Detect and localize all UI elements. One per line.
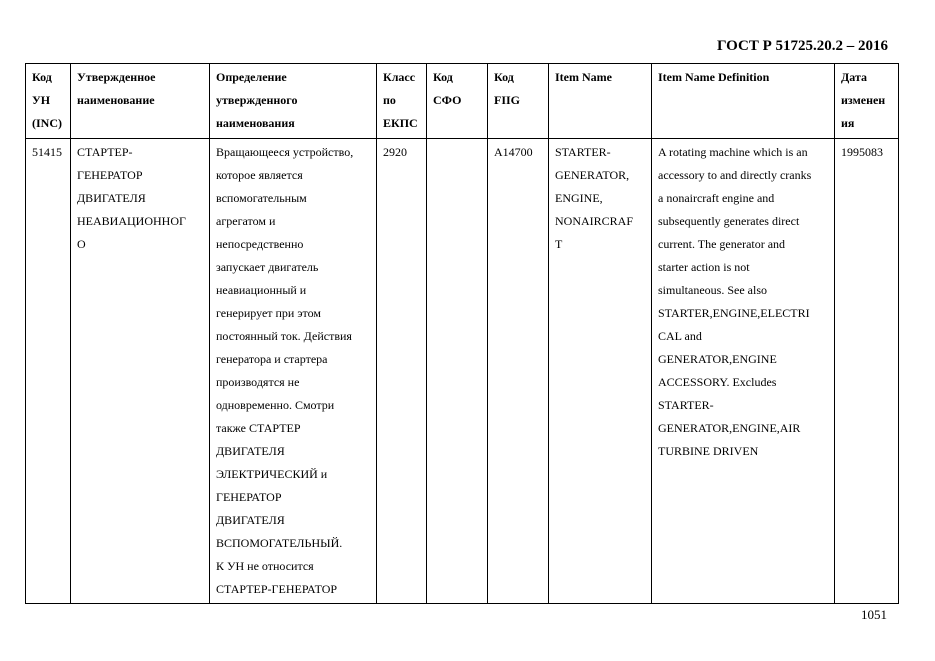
page-number: 1051 xyxy=(861,607,887,622)
catalog-table xyxy=(25,63,899,604)
column-header-definition: Определение утвержденного наименования xyxy=(210,64,377,139)
column-header-approved-name: Утвержденное наименование xyxy=(71,64,210,139)
cell-item-name: STARTER- GENERATOR, ENGINE, NONAIRCRAF T xyxy=(549,139,652,604)
cell-sfo-code xyxy=(427,139,488,604)
table-header-row xyxy=(26,64,899,139)
column-header-fiig-code: Код FIIG xyxy=(488,64,549,139)
document-title: ГОСТ Р 51725.20.2 – 2016 xyxy=(716,38,888,54)
cell-ekps-class: 2920 xyxy=(377,139,427,604)
cell-item-name-definition: A rotating machine which is an accessory to and directly cranks a nonaircraft engine and subsequently generates direct current. The generator and starter action is not simultaneous. See also STARTER,ENGINE,ELECTRI CAL and GENERATOR,ENGINE ACCESSORY. Excludes STARTER- GENERATOR,ENGINE,AIR TURBINE DRIVEN xyxy=(652,139,835,604)
cell-inc: 51415 xyxy=(26,139,71,604)
column-header-item-name: Item Name xyxy=(549,64,652,139)
column-header-inc: Код УН (INC) xyxy=(26,64,71,139)
column-header-sfo-code: Код СФО xyxy=(427,64,488,139)
column-header-ekps-class: Класс по ЕКПС xyxy=(377,64,427,139)
column-header-item-name-definition: Item Name Definition xyxy=(652,64,835,139)
cell-approved-name: СТАРТЕР- ГЕНЕРАТОР ДВИГАТЕЛЯ НЕАВИАЦИОННОГ О xyxy=(71,139,210,604)
cell-fiig-code: A14700 xyxy=(488,139,549,604)
table-row xyxy=(26,139,899,604)
cell-change-date: 1995083 xyxy=(835,139,899,604)
cell-definition-ru: Вращающееся устройство, которое является вспомогательным агрегатом и непосредственно запускает двигатель неавиационный и генерирует при этом постоянный ток. Действия генератора и стартера производятся не одновременно. Смотри также СТАРТЕР ДВИГАТЕЛЯ ЭЛЕКТРИЧЕСКИЙ и ГЕНЕРАТОР ДВИГАТЕЛЯ ВСПОМОГАТЕЛЬНЫЙ. К УН не относится СТАРТЕР-ГЕНЕРАТОР xyxy=(210,139,377,604)
column-header-change-date: Дата изменен ия xyxy=(835,64,899,139)
